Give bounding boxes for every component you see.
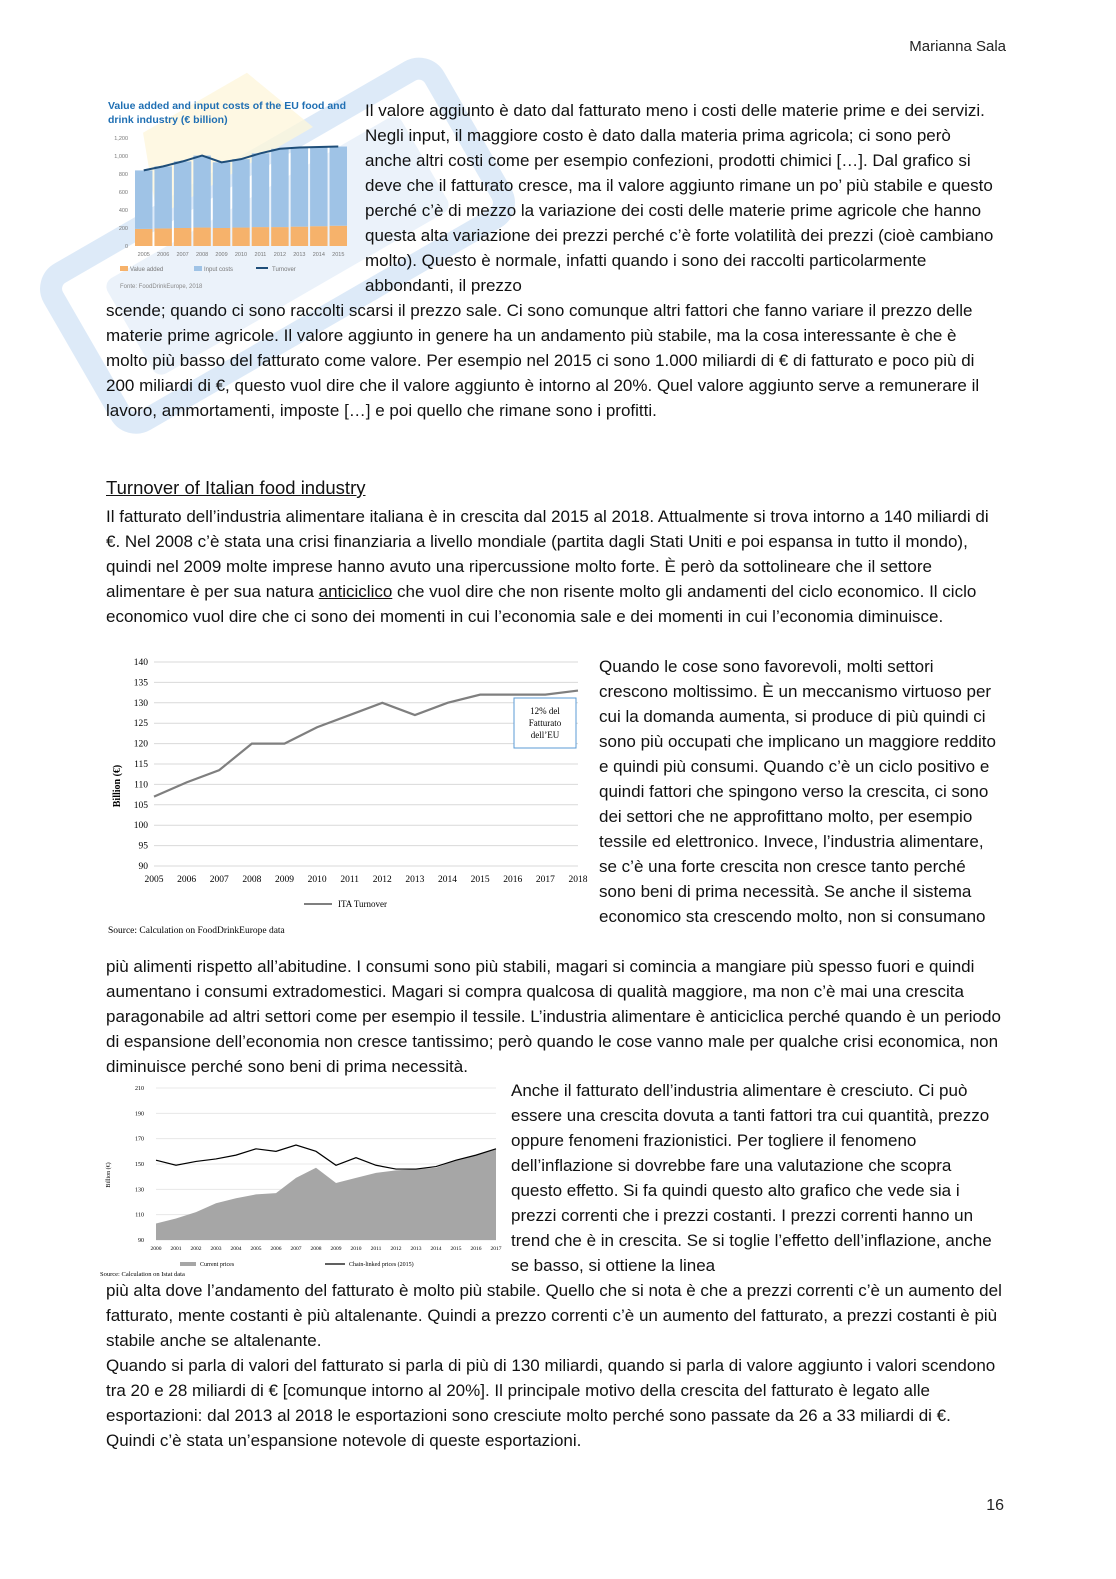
chart3-ytick: 90 — [138, 1238, 144, 1244]
input-costs-bar — [135, 170, 152, 229]
chart3-ytick: 170 — [135, 1136, 144, 1143]
value-added-bar — [330, 226, 347, 246]
chart1-source: Fonte: FoodDrinkEurope, 2018 — [120, 284, 203, 290]
chart3-xtick: 2004 — [230, 1246, 242, 1252]
chart2-ytick: 140 — [133, 658, 148, 668]
chart1-title-line2: drink industry (€ billion) — [108, 114, 228, 126]
chart2-ytick: 125 — [133, 719, 148, 730]
section1-side-text: Il valore aggiunto è dato dal fatturato meno i costi delle materie prime e dei servizi. Negli input, il maggiore costo è dato dalla materia prima agricola; ci sono però anche altri costi come per esempio confezioni, prodotti chimici […]. Dal grafico si deve che il fatturato cresce, ma il valore aggiunto rimane un po’ più stabile e questo perché c’è di mezzo la variazione dei costi delle materie prime agricole che hanno questa alta variazione dei prezzi perché c’è forte volatilità dei prezzi (cioè cambiano molto). Questo è normale, infatti quando i sono dei raccolti particolarmente abbondanti, il prezzo — [365, 101, 994, 295]
chart1-xtick: 2011 — [254, 252, 267, 258]
current-prices-area — [156, 1149, 496, 1240]
chart3-ytick: 130 — [135, 1187, 144, 1194]
chart2-xtick: 2011 — [340, 875, 360, 885]
term-anticiclico: anticiclico — [318, 582, 393, 601]
input-costs-bar — [174, 161, 191, 228]
chart3-xtick: 2002 — [190, 1246, 202, 1252]
chart3-ytick: 210 — [135, 1086, 144, 1092]
chart1-xtick: 2010 — [234, 252, 248, 258]
chart1-title-line1: Value added and input costs of the EU food and — [108, 100, 347, 112]
input-costs-bar — [310, 147, 327, 226]
section2-intro-b: che vuol dire che non risente molto gli andamenti del ciclo economico. Il ciclo economico vuol dire che ci sono dei momenti in cui l’economia sale e dei momenti in cui l’economia diminuisce. — [106, 582, 977, 626]
annotation-line-2: Fatturato — [528, 718, 562, 728]
chart3-xtick: 2000 — [150, 1246, 162, 1252]
page-number: 16 — [986, 1497, 1004, 1514]
section2-intro-a: Il fatturato dell’industria alimentare italiana è in crescita dal 2015 al 2018. Attualmente si trova intorno a 140 miliardi di €. Nel 2008 c’è stata una crisi finanziaria a livello mondiale (partita dagli Stati Uniti e poi espansa in tutto il mondo), quindi nel 2009 molte imprese hanno avuto una ripercussione molto forte. È però da sottolineare che il settore alimentare è per sua natura — [106, 507, 989, 601]
chart2-xtick: 2010 — [307, 875, 327, 885]
chart1-ytick: 1,200 — [114, 136, 128, 142]
chart3-xtick: 2017 — [490, 1246, 502, 1252]
author-name: Marianna Sala — [909, 38, 1006, 55]
chart2-ytick: 110 — [134, 780, 148, 791]
annotation-line-3: dell’EU — [530, 730, 560, 740]
input-costs-bar — [252, 153, 269, 227]
input-costs-bar — [291, 147, 308, 226]
chart3-xtick: 2014 — [430, 1246, 442, 1252]
legend-turnover: Turnover — [272, 267, 296, 273]
chart2-xtick: 2017 — [535, 875, 555, 885]
value-added-bar — [154, 228, 171, 246]
chart3-xtick: 2016 — [470, 1246, 482, 1252]
chart3-source: Source: Calculation on Istat data — [100, 1271, 185, 1278]
chart2-ytick: 105 — [133, 800, 148, 811]
chart1-ytick: 800 — [118, 172, 128, 178]
section-heading: Turnover of Italian food industry — [106, 477, 366, 498]
annotation-line-1: 12% del — [530, 706, 560, 716]
input-costs-bar — [271, 149, 288, 227]
section2-intro — [106, 504, 1002, 629]
chart1-legend — [120, 266, 296, 273]
value-added-bar — [252, 227, 269, 246]
chart3-ylabel: Billion (€) — [106, 1162, 112, 1188]
section2-side-text: Quando le cose sono favorevoli, molti settori crescono moltissimo. È un meccanismo virtuoso per cui la domanda aumenta, si produce di più quindi ci sono più occupati che implicano un maggiore reddito e quindi più consumi. Quando c’è un ciclo positivo e quindi fattori che spingono verso la crescita, ci sono dei settori che ne approfittano molto, per esempio tessile ed elettronico. Invece, l’industria alimentare, se c’è una forte crescita non cresce tanto perché sono beni di prima necessità. Se anche il sistema economico sta crescendo molto, non si consumano — [599, 657, 996, 926]
chart3-xtick: 2008 — [310, 1246, 322, 1252]
value-added-bar — [213, 228, 230, 246]
value-added-bar — [174, 228, 191, 246]
value-added-bar — [291, 227, 308, 246]
section3-para2: Quando si parla di valori del fatturato si parla di più di 130 miliardi, quando si parla di valore aggiunto i valori scendono tra 20 e 28 miliardi di € [comunque intorno al 20%]. Il principale motivo della crescita del fatturato è legato alle esportazioni: dal 2013 al 2018 le esportazioni sono cresciute molto perché sono passate da 26 a 33 miliardi di €. Quindi c’è stata un’espansione notevole di queste esportazioni. — [106, 1356, 996, 1450]
legend-input-costs-swatch — [194, 266, 202, 271]
section1-full-text: scende; quando ci sono raccolti scarsi il prezzo sale. Ci sono comunque altri fattori che fanno variare il prezzo delle materie prime agricole. Il valore aggiunto in genere ha un andamento più stabile, ma la cosa interessante è che è molto più basso del fatturato come valore. Per esempio nel 2015 ci sono 1.000 miliardi di € di fatturato e poco più di 200 miliardi di €, questo vuol dire che il valore aggiunto è intorno al 20%. Quel valore aggiunto serve a remunerare il lavoro, ammortamenti, imposte […] e poi quello che rimane sono i profitti. — [106, 301, 980, 420]
chart3-xtick: 2005 — [250, 1246, 262, 1252]
chart1-xtick: 2005 — [137, 252, 150, 258]
chart2-xtick: 2013 — [405, 875, 425, 885]
legend-value-added-swatch — [120, 266, 128, 271]
chart3-ytick: 110 — [135, 1212, 144, 1219]
chart1-ytick: 400 — [118, 208, 128, 214]
section3-side-text: Anche il fatturato dell’industria alimentare è cresciuto. Ci può essere una crescita dovuta a tanti fattori tra cui quantità, prezzo oppure fenomeni frazionistici. Per togliere il fenomeno dell’inflazione si dovrebbe fare una valutazione che scopra questo effetto. Si fa quindi questo alto grafico che vede sia i prezzi correnti che i prezzi costanti. I prezzi correnti hanno un trend che è in crescita. Se si toglie l’effetto dell’inflazione, anche se basso, si ottiene la linea — [511, 1081, 992, 1275]
chart1-ytick: 1,000 — [114, 154, 128, 160]
chart3-xtick: 2006 — [270, 1246, 282, 1252]
chart2-xtick: 2005 — [144, 875, 164, 885]
chart3-xtick: 2010 — [350, 1246, 362, 1252]
chart1-xtick: 2013 — [293, 252, 306, 258]
chart1-ytick: 200 — [118, 226, 128, 232]
value-added-bar — [232, 228, 249, 246]
italian-turnover-chart — [104, 656, 586, 942]
chart3-ytick: 150 — [135, 1162, 144, 1168]
chart1-xtick: 2015 — [332, 252, 345, 258]
chart1-xtick: 2009 — [215, 252, 228, 258]
input-costs-bar — [154, 166, 171, 228]
chart3-ytick: 190 — [135, 1111, 144, 1118]
eu-share-annotation — [514, 698, 576, 748]
chart1-xtick: 2014 — [312, 252, 325, 258]
section3-full-text: più alta dove l’andamento del fatturato è molto più stabile. Quello che si nota è che a prezzi correnti c’è un aumento del fatturato, mente costanti è più altalenante. Quindi a prezzo correnti c’è un aumento del fatturato, a prezzi costanti è più stabile anche se altalenante. — [106, 1281, 1002, 1350]
chart1-ytick: 600 — [118, 190, 128, 196]
chart3-xtick: 2015 — [450, 1246, 462, 1252]
chart2-xtick: 2014 — [438, 875, 458, 885]
section2-full-text: più alimenti rispetto all’abitudine. I consumi sono più stabili, magari si comincia a mangiare più spesso fuori e quindi aumentano i consumi extradomestici. Magari si compra qualcosa di qualità maggiore, ma non c’è mai una crescita paragonabile ad altri settori come per esempio il tessile. L’industria alimentare è anticiclica perché quando è un periodo di espansione dell’economia non cresce tantissimo; però quando le cose vanno male per qualche crisi economica, non diminuisce perché sono beni di prima necessità. — [106, 957, 1001, 1076]
value-added-bar — [310, 226, 327, 246]
chart2-xtick: 2009 — [274, 875, 294, 885]
value-added-bar — [135, 229, 152, 246]
chart2-source: Source: Calculation on FoodDrinkEurope data — [108, 926, 285, 936]
chart1-xtick: 2007 — [176, 252, 189, 258]
chart3-xtick: 2003 — [210, 1246, 222, 1252]
chart2-xtick: 2012 — [372, 875, 392, 885]
legend-value-added: Value added — [130, 267, 164, 273]
value-added-bar — [271, 227, 288, 246]
chart2-xtick: 2006 — [177, 875, 197, 885]
chart2-ytick: 95 — [138, 841, 148, 852]
chart2-xtick: 2015 — [470, 875, 490, 885]
eu-value-added-chart — [106, 96, 356, 292]
legend-ita-turnover: ITA Turnover — [338, 899, 388, 909]
chart1-xtick: 2008 — [195, 252, 209, 258]
input-costs-bar — [193, 156, 210, 228]
input-costs-bar — [213, 162, 230, 228]
chart2-ytick: 130 — [133, 698, 148, 709]
legend-current-swatch — [180, 1262, 196, 1266]
chart3-xtick: 2001 — [170, 1246, 182, 1252]
chart2-xtick: 2008 — [242, 875, 262, 885]
chart2-xtick: 2018 — [568, 875, 588, 885]
chart3-xtick: 2013 — [410, 1246, 422, 1252]
legend-current-prices: Current prices — [200, 1262, 235, 1268]
legend-input-costs: Input costs — [204, 267, 234, 273]
chart1-ytick: 0 — [124, 244, 128, 250]
chart2-ylabel: Billion (€) — [112, 764, 123, 808]
chart2-xtick: 2016 — [503, 875, 523, 885]
chart1-xtick: 2012 — [273, 252, 287, 258]
chart3-xtick: 2009 — [330, 1246, 342, 1252]
chart2-xtick: 2007 — [209, 875, 229, 885]
chart3-xtick: 2011 — [370, 1246, 382, 1252]
chart2-ytick: 100 — [133, 821, 148, 832]
chart1-xtick: 2006 — [157, 252, 170, 258]
chart3-xtick: 2007 — [290, 1246, 302, 1252]
legend-constant-prices: Chain-linked prices (2015) — [349, 1262, 414, 1268]
chart2-ytick: 90 — [138, 862, 148, 872]
chart2-ytick: 135 — [133, 678, 148, 689]
value-added-bar — [193, 228, 210, 246]
input-costs-bar — [232, 159, 249, 227]
input-costs-bar — [330, 147, 347, 226]
current-vs-constant-prices-chart — [100, 1080, 500, 1280]
chart2-ytick: 120 — [133, 739, 148, 750]
chart3-xtick: 2012 — [390, 1246, 402, 1252]
chart2-ytick: 115 — [134, 760, 148, 770]
